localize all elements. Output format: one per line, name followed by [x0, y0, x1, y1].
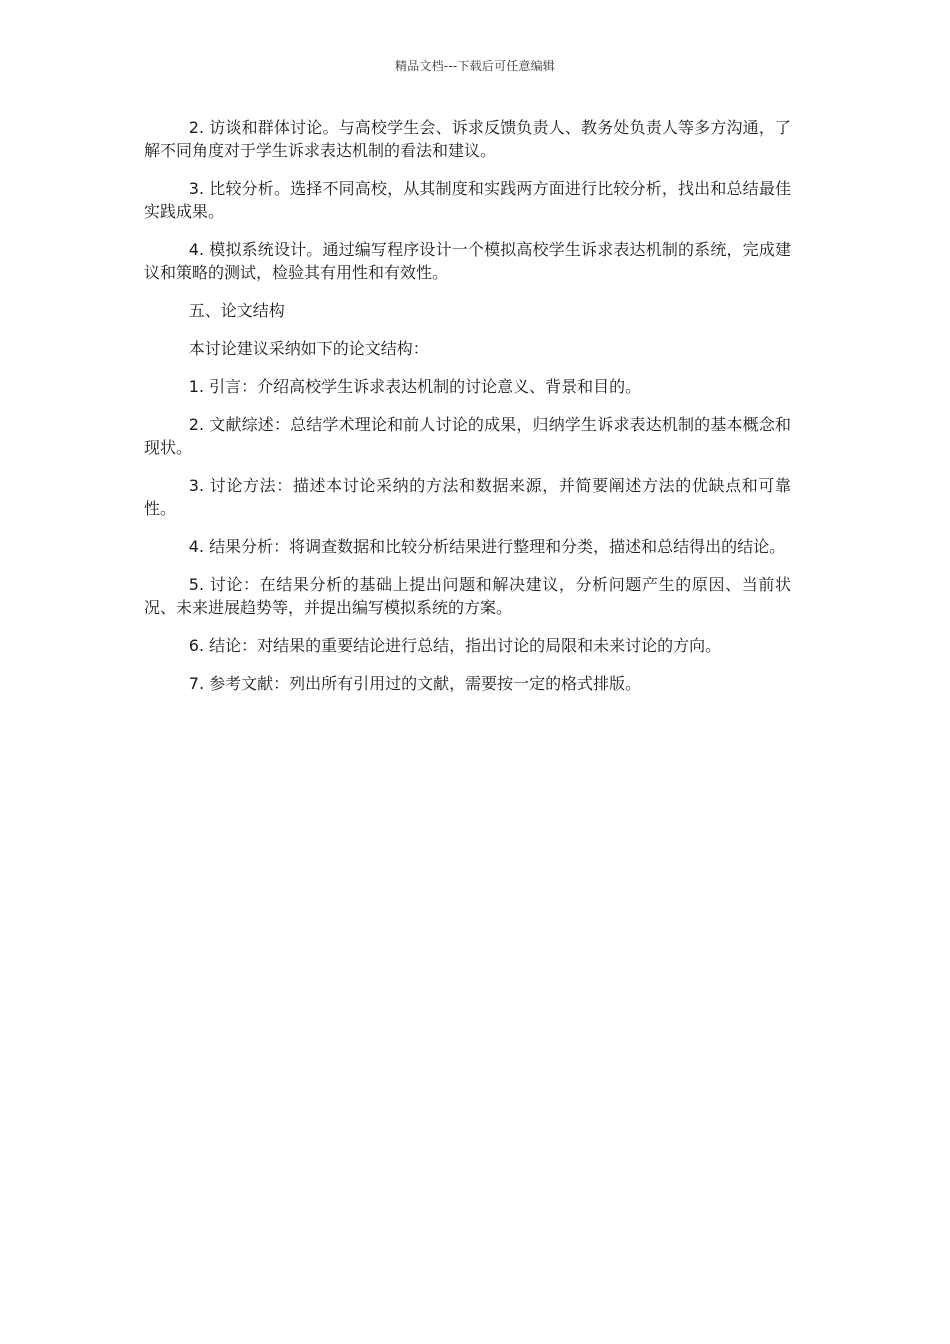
list-item-discussion: 5. 讨论：在结果分析的基础上提出问题和解决建议，分析问题产生的原因、当前状况、未来进展趋势等，并提出编写模拟系统的方案。 — [144, 575, 791, 617]
list-item-conclusion: 6. 结论：对结果的重要结论进行总结，指出讨论的局限和未来讨论的方向。 — [188, 636, 722, 655]
section-heading-structure: 五、论文结构 — [188, 301, 285, 320]
paragraph-method-simulation: 4. 模拟系统设计。通过编写程序设计一个模拟高校学生诉求表达机制的系统，完成建议和策略的测试，检验其有用性和有效性。 — [144, 240, 791, 282]
paragraph-structure-intro: 本讨论建议采纳如下的论文结构： — [188, 339, 429, 358]
list-item-references: 7. 参考文献：列出所有引用过的文献，需要按一定的格式排版。 — [188, 674, 642, 693]
page-header: 精品文档---下载后可任意编辑 — [395, 59, 555, 73]
list-item-methods: 3. 讨论方法：描述本讨论采纳的方法和数据来源，并简要阐述方法的优缺点和可靠性。 — [144, 476, 791, 518]
paragraph-method-comparison: 3. 比较分析。选择不同高校，从其制度和实践两方面进行比较分析，找出和总结最佳实践成果。 — [144, 179, 791, 221]
paragraph-method-interview: 2. 访谈和群体讨论。与高校学生会、诉求反馈负责人、教务处负责人等多方沟通，了解不同角度对于学生诉求表达机制的看法和建议。 — [144, 118, 791, 160]
list-item-introduction: 1. 引言：介绍高校学生诉求表达机制的讨论意义、背景和目的。 — [188, 377, 642, 396]
document-body — [144, 116, 791, 710]
list-item-results: 4. 结果分析：将调查数据和比较分析结果进行整理和分类，描述和总结得出的结论。 — [188, 537, 786, 556]
list-item-literature-review: 2. 文献综述：总结学术理论和前人讨论的成果，归纳学生诉求表达机制的基本概念和现状。 — [144, 415, 791, 457]
